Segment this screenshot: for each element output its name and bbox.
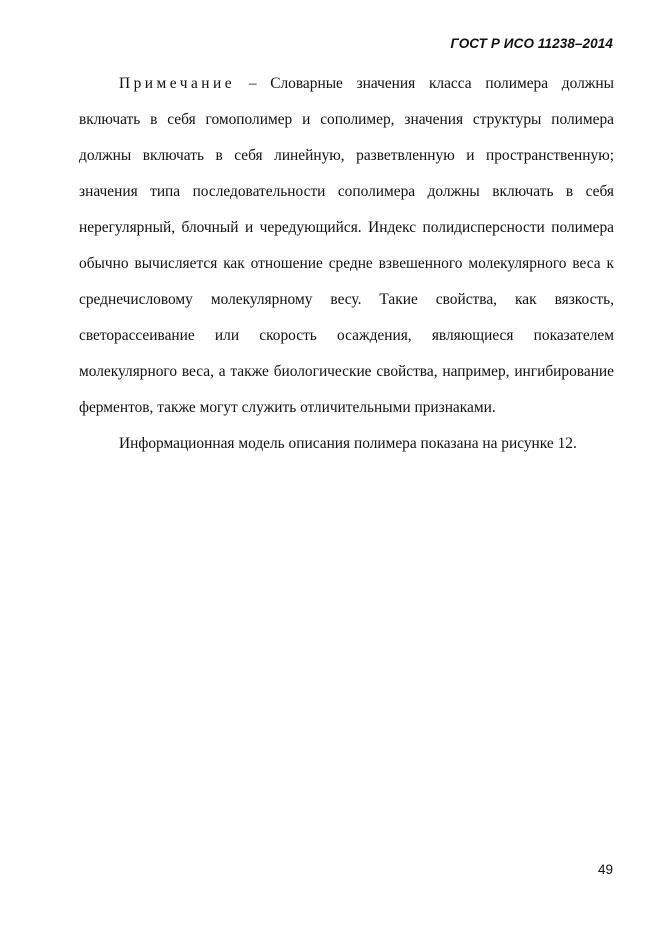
- page-number: 49: [597, 862, 613, 877]
- page-header-standard-id: ГОСТ Р ИСО 11238–2014: [450, 36, 613, 51]
- note-text: – Словарные значения класса полимера должны включать в себя гомополимер и сополимер, значения структуры полимера должны включать в себя линейную, разветвленную и пространственную; значения типа последовательности сополимера должны включать в себя нерегулярный, блочный и чередующийся. Индекс полидисперсности полимера обычно вычисляется как отношение средне взвешенного молекулярного веса к среднечисловому молекулярному весу. Такие свойства, как вязкость, светорассеивание или скорость осаждения, являющиеся показателем молекулярного веса, а также биологические свойства, например, ингибирование ферментов, также могут служить отличительными признаками.: [79, 75, 614, 416]
- note-lead-word: Примечание: [119, 75, 236, 92]
- figure-reference-paragraph: Информационная модель описания полимера показана на рисунке 12.: [119, 435, 577, 452]
- note-paragraph: [79, 66, 614, 426]
- document-body: [79, 66, 614, 462]
